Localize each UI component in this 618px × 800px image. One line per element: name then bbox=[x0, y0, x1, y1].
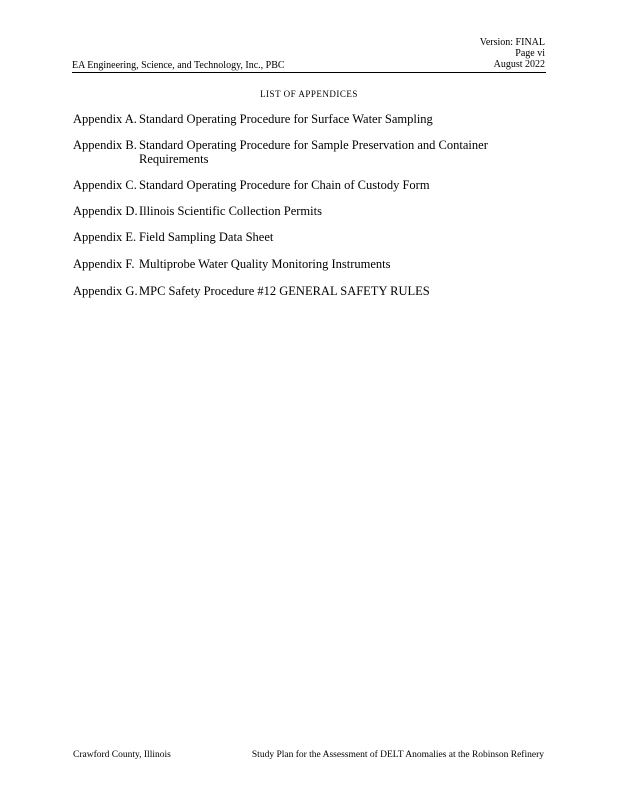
appendix-title: Illinois Scientific Collection Permits bbox=[139, 204, 322, 218]
appendix-label: Appendix G. bbox=[73, 284, 138, 298]
appendix-title: Standard Operating Procedure for Surface Water Sampling bbox=[139, 112, 433, 126]
appendix-label: Appendix F. bbox=[73, 257, 135, 271]
appendix-title: Field Sampling Data Sheet bbox=[139, 230, 274, 244]
appendix-item-g bbox=[73, 284, 547, 298]
appendix-item-f bbox=[73, 257, 547, 271]
appendix-title: Standard Operating Procedure for Chain of Custody Form bbox=[139, 178, 430, 192]
header-date: August 2022 bbox=[493, 59, 545, 70]
footer-location: Crawford County, Illinois bbox=[73, 750, 171, 760]
header-version: Version: FINAL bbox=[479, 37, 545, 48]
appendix-title: MPC Safety Procedure #12 GENERAL SAFETY RULES bbox=[139, 284, 430, 298]
appendix-label: Appendix B. bbox=[73, 138, 137, 152]
appendix-label: Appendix A. bbox=[73, 112, 137, 126]
header-company: EA Engineering, Science, and Technology, Inc., PBC bbox=[72, 60, 285, 71]
appendix-list bbox=[73, 112, 547, 310]
footer-study-title: Study Plan for the Assessment of DELT Anomalies at the Robinson Refinery bbox=[251, 750, 544, 760]
appendix-title: Multiprobe Water Quality Monitoring Instruments bbox=[139, 257, 391, 271]
appendix-label: Appendix E. bbox=[73, 230, 137, 244]
appendix-item-c bbox=[73, 178, 547, 192]
appendix-item-d bbox=[73, 204, 547, 218]
list-of-appendices-title: LIST OF APPENDICES bbox=[260, 89, 358, 99]
appendix-item-a bbox=[73, 112, 547, 126]
appendix-item-b bbox=[73, 138, 547, 166]
appendix-label: Appendix C. bbox=[73, 178, 137, 192]
appendix-title: Standard Operating Procedure for Sample Preservation and Container Requirements bbox=[139, 138, 488, 166]
appendix-item-e bbox=[73, 230, 547, 244]
header-divider bbox=[72, 72, 546, 73]
header-right-block bbox=[480, 37, 545, 70]
appendix-label: Appendix D. bbox=[73, 204, 138, 218]
header-page-number: Page vi bbox=[515, 48, 545, 59]
